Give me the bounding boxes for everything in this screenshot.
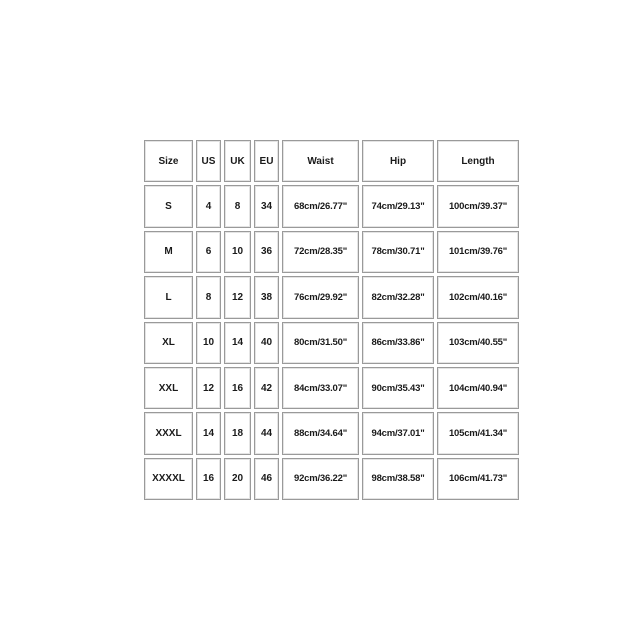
header-us: US: [196, 140, 221, 182]
cell-hip: 78cm/30.71": [362, 231, 434, 273]
cell-length: 102cm/40.16": [437, 276, 519, 318]
cell-us: 12: [196, 367, 221, 409]
cell-size: XXXL: [144, 412, 193, 454]
cell-size: XXL: [144, 367, 193, 409]
cell-waist: 88cm/34.64": [282, 412, 359, 454]
cell-size: XXXXL: [144, 458, 193, 500]
cell-length: 100cm/39.37": [437, 185, 519, 227]
cell-eu: 42: [254, 367, 279, 409]
cell-hip: 82cm/32.28": [362, 276, 434, 318]
cell-length: 106cm/41.73": [437, 458, 519, 500]
cell-uk: 8: [224, 185, 251, 227]
cell-hip: 74cm/29.13": [362, 185, 434, 227]
cell-uk: 20: [224, 458, 251, 500]
cell-uk: 12: [224, 276, 251, 318]
cell-uk: 14: [224, 322, 251, 364]
cell-eu: 34: [254, 185, 279, 227]
header-uk: UK: [224, 140, 251, 182]
cell-size: S: [144, 185, 193, 227]
header-eu: EU: [254, 140, 279, 182]
cell-length: 101cm/39.76": [437, 231, 519, 273]
cell-size: L: [144, 276, 193, 318]
cell-length: 105cm/41.34": [437, 412, 519, 454]
cell-hip: 94cm/37.01": [362, 412, 434, 454]
cell-eu: 44: [254, 412, 279, 454]
cell-size: M: [144, 231, 193, 273]
cell-hip: 98cm/38.58": [362, 458, 434, 500]
header-hip: Hip: [362, 140, 434, 182]
cell-waist: 76cm/29.92": [282, 276, 359, 318]
cell-waist: 92cm/36.22": [282, 458, 359, 500]
cell-length: 104cm/40.94": [437, 367, 519, 409]
cell-uk: 18: [224, 412, 251, 454]
header-size: Size: [144, 140, 193, 182]
cell-waist: 84cm/33.07": [282, 367, 359, 409]
cell-length: 103cm/40.55": [437, 322, 519, 364]
cell-size: XL: [144, 322, 193, 364]
size-chart-table: [144, 140, 512, 500]
cell-us: 4: [196, 185, 221, 227]
cell-us: 16: [196, 458, 221, 500]
cell-waist: 72cm/28.35": [282, 231, 359, 273]
cell-us: 8: [196, 276, 221, 318]
cell-us: 10: [196, 322, 221, 364]
cell-eu: 36: [254, 231, 279, 273]
cell-eu: 38: [254, 276, 279, 318]
cell-hip: 86cm/33.86": [362, 322, 434, 364]
cell-uk: 10: [224, 231, 251, 273]
cell-eu: 40: [254, 322, 279, 364]
header-waist: Waist: [282, 140, 359, 182]
header-length: Length: [437, 140, 519, 182]
cell-us: 6: [196, 231, 221, 273]
cell-waist: 68cm/26.77": [282, 185, 359, 227]
cell-uk: 16: [224, 367, 251, 409]
cell-hip: 90cm/35.43": [362, 367, 434, 409]
cell-us: 14: [196, 412, 221, 454]
cell-eu: 46: [254, 458, 279, 500]
cell-waist: 80cm/31.50": [282, 322, 359, 364]
